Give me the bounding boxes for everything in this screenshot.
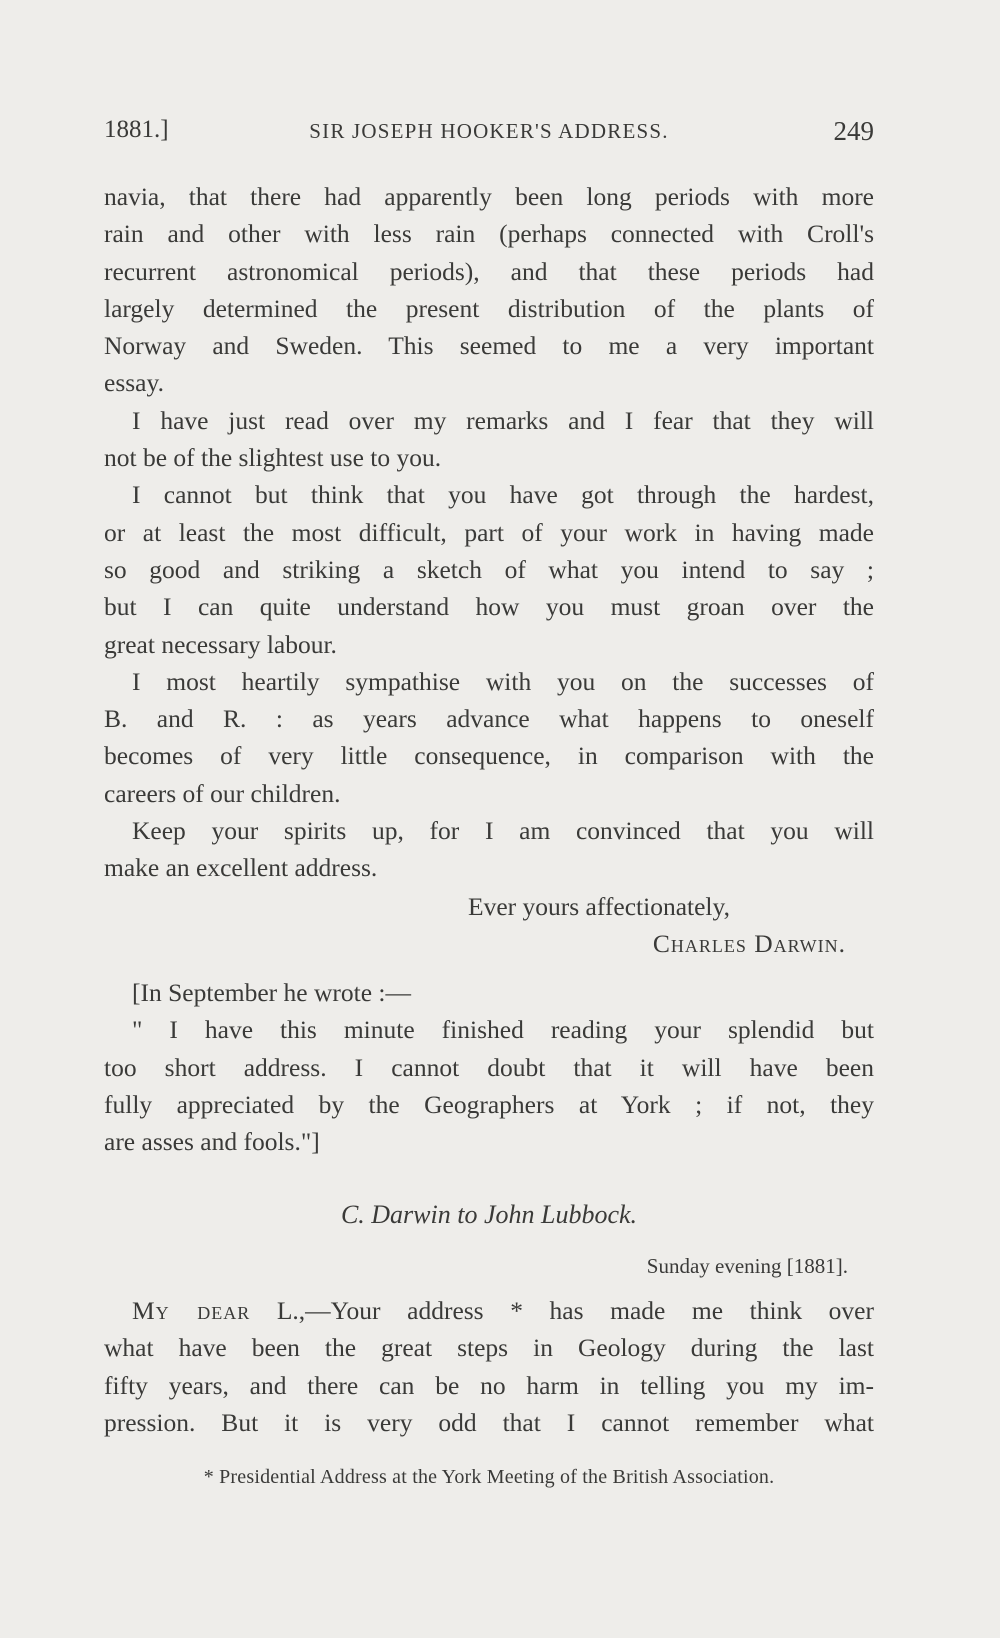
- text-line: [104, 1292, 874, 1329]
- letter-heading: C. Darwin to John Lubbock.: [340, 1200, 638, 1229]
- text-line: or at least the most difficult, part of your work in having made: [104, 517, 874, 547]
- text-line: fully appreciated by the Geographers at York ; if not, they: [104, 1089, 874, 1119]
- header-year: 1881.]: [104, 116, 169, 143]
- running-title: SIR JOSEPH HOOKER'S ADDRESS.: [309, 119, 669, 143]
- text-line: fifty years, and there can be no harm in telling you my im-: [104, 1370, 874, 1400]
- page-body: [104, 178, 874, 887]
- paragraph-3: [104, 476, 874, 662]
- paragraph-5: [104, 812, 874, 887]
- text-line: great necessary labour.: [104, 629, 337, 659]
- text-line: I cannot but think that you have got through the hardest,: [132, 480, 874, 510]
- footnote: * Presidential Address at the York Meeting of the British Association.: [203, 1466, 775, 1488]
- text-line: pression. But it is very odd that I cannot remember what: [104, 1407, 874, 1437]
- text-line: are asses and fools."]: [104, 1127, 320, 1157]
- text-line: so good and striking a sketch of what you intend to say ;: [104, 554, 874, 584]
- paragraph-7: [104, 1292, 874, 1441]
- text-line: becomes of very little consequence, in comparison with the: [104, 741, 874, 771]
- page-header: [104, 116, 874, 156]
- letter-opening: My dear: [132, 1296, 251, 1325]
- paragraph-6: [104, 974, 874, 1160]
- paragraph-2: [104, 402, 874, 477]
- letter-opening-rest: L.,—Your address * has made me think over: [276, 1296, 874, 1325]
- text-line: but I can quite understand how you must groan over the: [104, 592, 874, 622]
- text-line: navia, that there had apparently been long periods with more: [104, 182, 874, 211]
- text-line: [In September he wrote :—: [132, 978, 411, 1007]
- paragraph-4: [104, 663, 874, 812]
- text-line: what have been the great steps in Geology during the last: [104, 1333, 874, 1363]
- signature: Charles Darwin.: [652, 929, 846, 958]
- text-line: too short address. I cannot doubt that it will have been: [104, 1052, 874, 1082]
- page-number: 249: [833, 116, 874, 146]
- text-line: " I have this minute finished reading your splendid but: [132, 1015, 874, 1045]
- dateline: Sunday evening [1881].: [646, 1254, 848, 1278]
- closing-salutation: Ever yours affectionately,: [468, 892, 730, 921]
- text-line: not be of the slightest use to you.: [104, 443, 442, 473]
- text-line: B. and R. : as years advance what happens to oneself: [104, 704, 874, 734]
- text-line: rain and other with less rain (perhaps connected with Croll's: [104, 219, 874, 249]
- text-line: recurrent astronomical periods), and that these periods had: [104, 256, 874, 286]
- text-line: careers of our children.: [104, 778, 341, 808]
- text-line: I have just read over my remarks and I fear that they will: [132, 405, 874, 435]
- text-line: largely determined the present distribution of the plants of: [104, 293, 874, 323]
- text-line: Norway and Sweden. This seemed to me a very important: [104, 331, 874, 361]
- text-line: essay.: [104, 368, 164, 398]
- text-line: Keep your spirits up, for I am convinced that you will: [132, 816, 874, 846]
- paragraph-1: [104, 178, 874, 402]
- text-line: make an excellent address.: [104, 853, 378, 883]
- text-line: I most heartily sympathise with you on the successes of: [132, 666, 874, 696]
